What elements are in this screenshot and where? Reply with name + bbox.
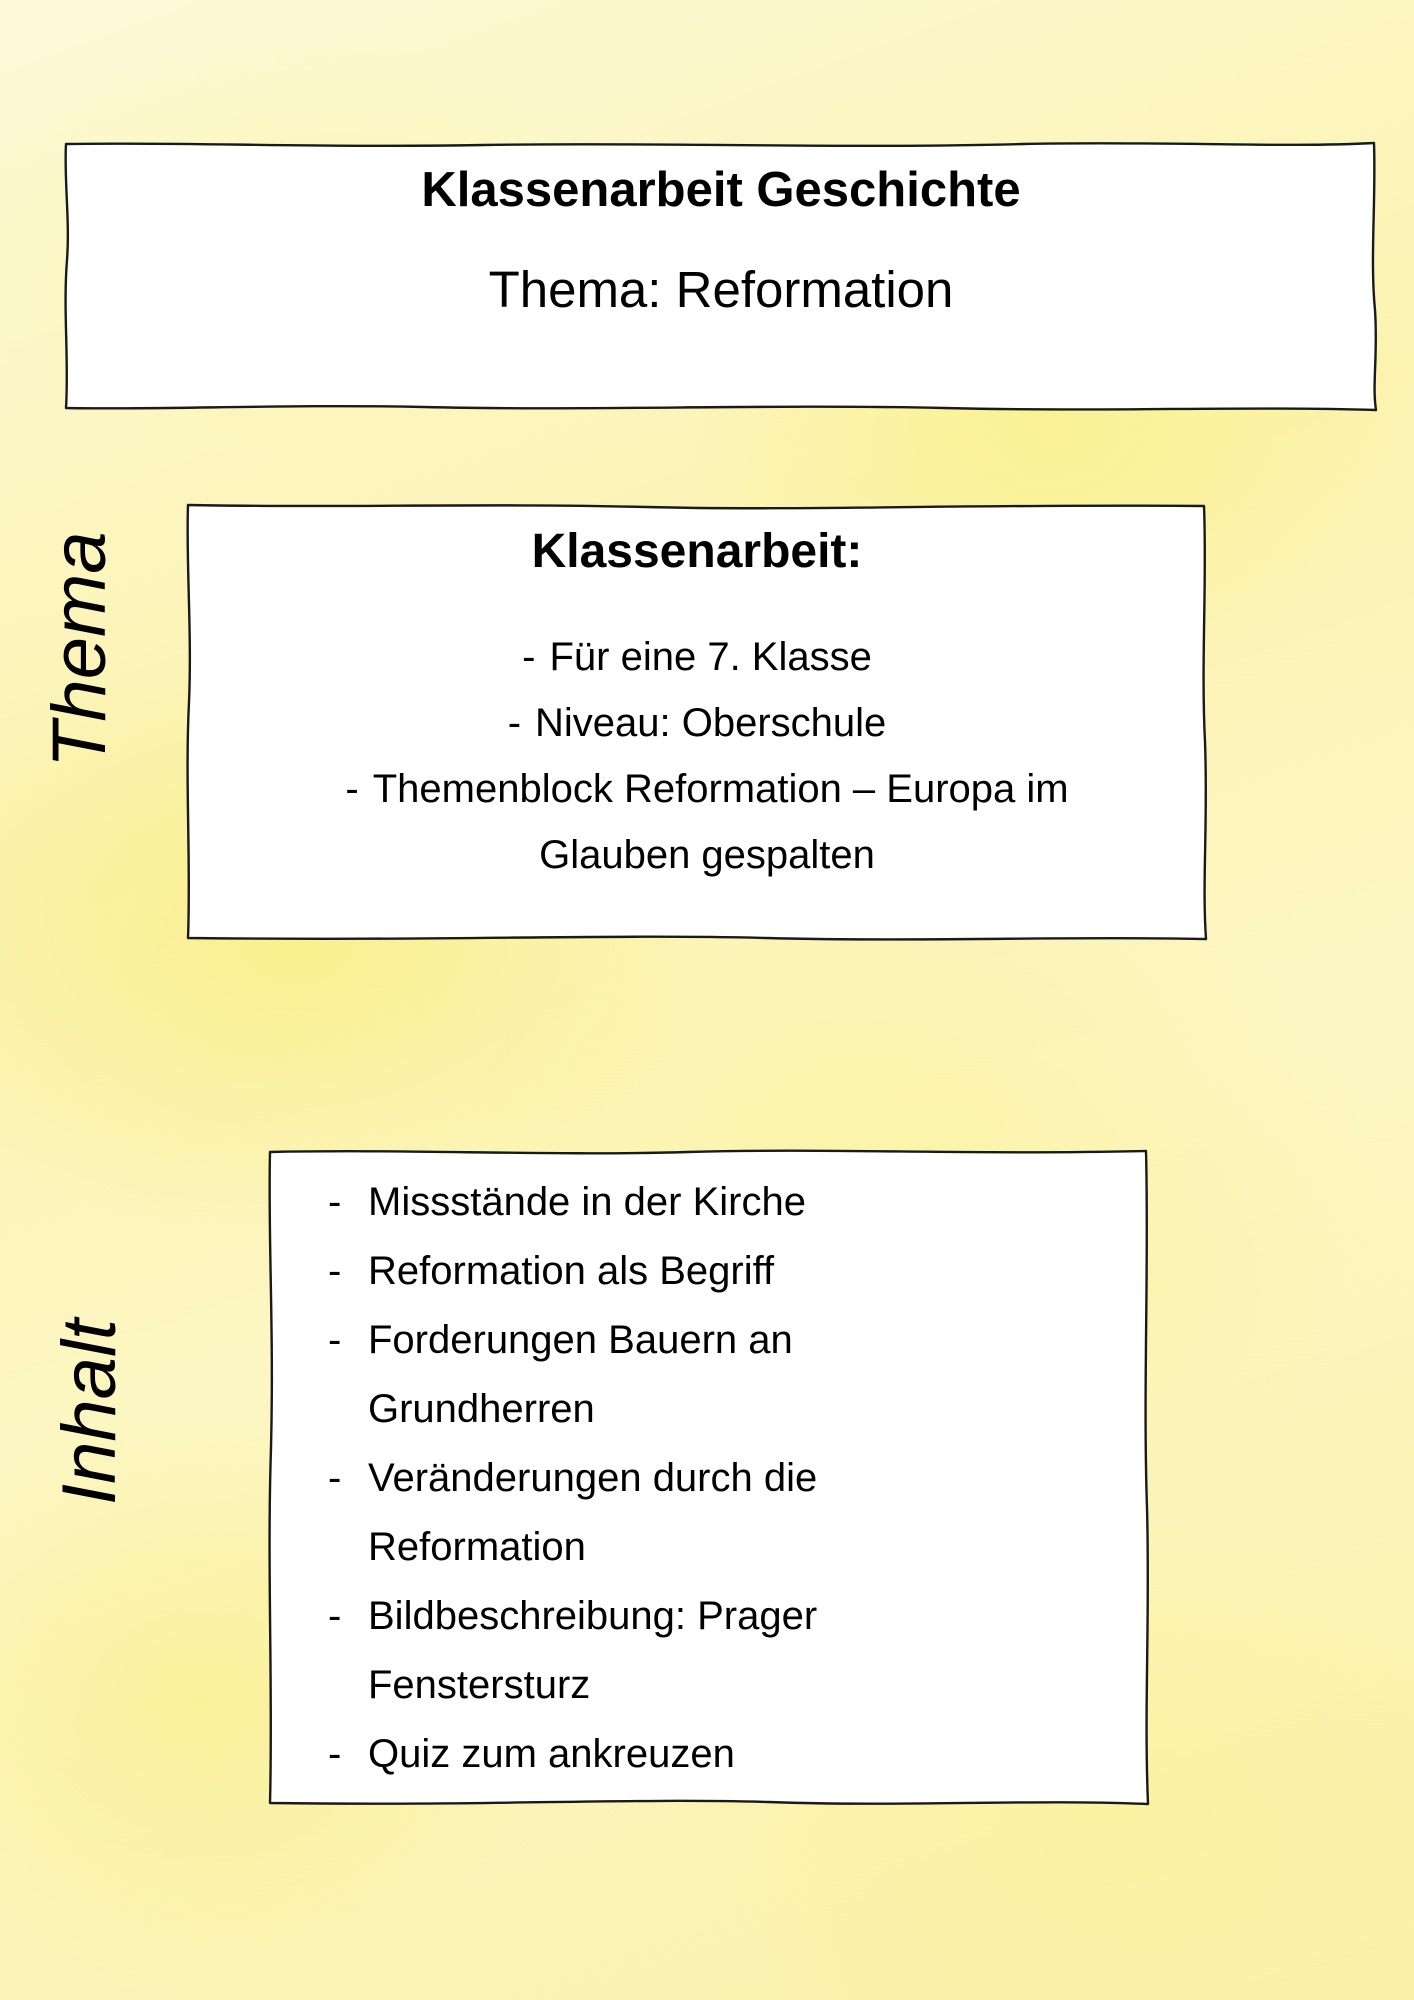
list-item-text: Quiz zum ankreuzen (368, 1732, 735, 1776)
side-label-thema: Thema (37, 531, 122, 768)
list-item-text: Bildbeschreibung: Prager Fenstersturz (368, 1594, 818, 1707)
list-item-text: Forderungen Bauern an Grundherren (368, 1318, 793, 1431)
list-item: - Missstände in der Kirche (328, 1180, 806, 1224)
thema-list (186, 624, 1208, 888)
list-item-text: Missstände in der Kirche (368, 1180, 806, 1224)
page-title: Klassenarbeit Geschichte (421, 163, 1021, 217)
list-item: - Für eine 7. Klasse (522, 635, 872, 679)
list-item: - Reformation als Begriff (328, 1249, 775, 1293)
list-item: - Veränderungen durch die Reformation (328, 1456, 818, 1569)
list-item: - Quiz zum ankreuzen (328, 1732, 735, 1776)
page-subtitle: Thema: Reformation (488, 261, 954, 318)
list-item: - Niveau: Oberschule (507, 701, 887, 745)
list-item: - Bildbeschreibung: Prager Fenstersturz (328, 1594, 818, 1707)
list-item-text: Reformation als Begriff (368, 1249, 775, 1293)
thema-box (186, 502, 1208, 942)
inhalt-box (268, 1148, 1150, 1808)
list-item: - Themenblock Reformation – Europa im Glauben gespalten (345, 767, 1069, 877)
inhalt-list (328, 1168, 1130, 1789)
list-item-text: Themenblock Reformation – Europa im Glauben gespalten (372, 767, 1069, 877)
header-box (64, 140, 1378, 412)
side-label-inhalt: Inhalt (47, 1319, 132, 1505)
list-item-text: Veränderungen durch die Reformation (368, 1456, 818, 1569)
list-item-text: Niveau: Oberschule (535, 701, 887, 745)
thema-heading: Klassenarbeit: (531, 525, 863, 578)
list-item-text: Für eine 7. Klasse (549, 635, 872, 679)
list-item: - Forderungen Bauern an Grundherren (328, 1318, 793, 1431)
